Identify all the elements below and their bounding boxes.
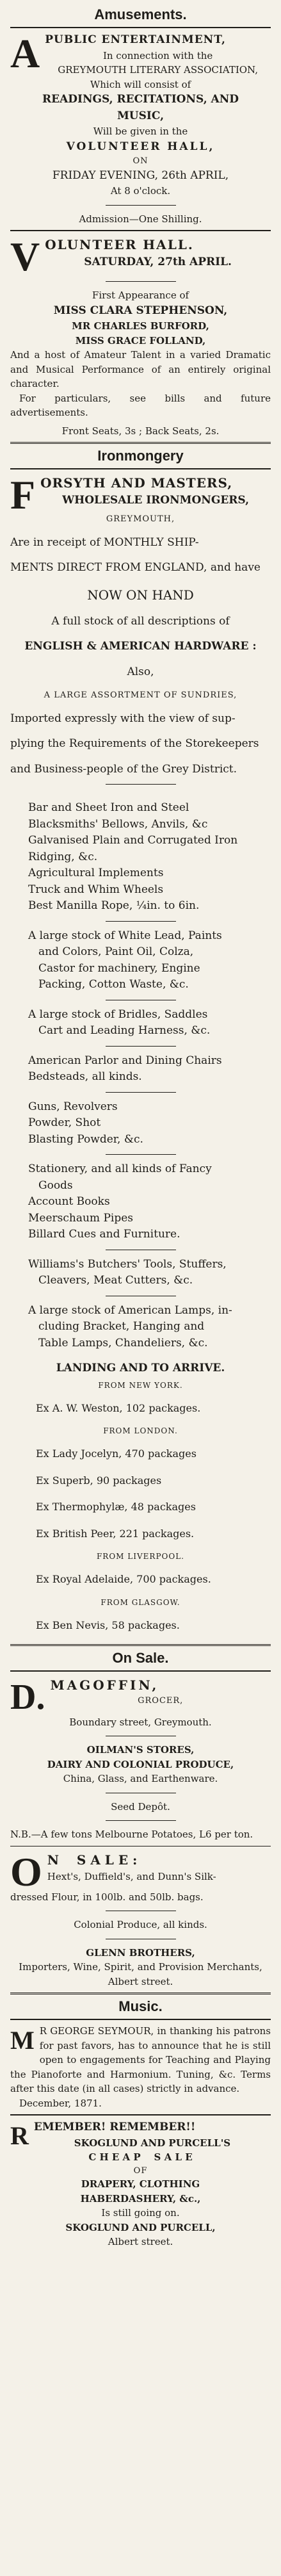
divider <box>10 27 271 28</box>
ad-skoglund-purcell <box>10 2119 271 2249</box>
list-item: and Colors, Paint Oil, Colza, <box>38 945 194 958</box>
ad-title: MAGOFFIN, <box>50 1677 159 1693</box>
section-header-ironmongery: Ironmongery <box>97 448 184 464</box>
ad-line: Seed Depôt. <box>111 1800 170 1813</box>
ad-line: MISS CLARA STEPHENSON, <box>53 304 228 317</box>
ad-title: N S A L E : <box>47 1852 138 1868</box>
list-item: Billard Cues and Furniture. <box>28 1228 181 1241</box>
list-item: A large stock of White Lead, Paints <box>28 929 222 942</box>
drop-cap: R <box>10 2121 29 2151</box>
ad-line: Boundary street, Greymouth. <box>69 1716 212 1728</box>
ad-line: VOLUNTEER HALL, <box>66 140 215 153</box>
ad-line: plying the Requirements of the Storekeepers <box>10 737 259 750</box>
ad-title: EMEMBER! REMEMBER!! <box>33 2121 196 2134</box>
ad-line: A full stock of all descriptions of <box>51 614 230 628</box>
ad-prices: Front Seats, 3s ; Back Seats, 2s. <box>61 425 220 437</box>
ad-line: Colonial Produce, all kinds. <box>74 1919 207 1931</box>
origin-label: FROM NEW YORK. <box>98 1380 183 1390</box>
section-header-amusements: Amusements. <box>94 6 187 22</box>
divider <box>106 1154 176 1155</box>
ad-line: Hext's, Duffield's, and Dunn's Silk- <box>47 1870 216 1882</box>
ad-line: SKOGLUND AND PURCELL'S <box>74 2137 231 2149</box>
ad-line: China, Glass, and Earthenware. <box>63 1773 218 1785</box>
list-item: Guns, Revolvers <box>28 1100 118 1113</box>
section-header-on-sale: On Sale. <box>112 1649 169 1666</box>
ad-line: DAIRY AND COLONIAL PRODUCE, <box>47 1758 234 1770</box>
ad-volunteer-hall <box>10 235 271 438</box>
list-item: Blacksmiths' Bellows, Anvils, &c <box>28 817 208 831</box>
ad-line: Will be given in the <box>93 126 188 137</box>
list-item: Blasting Powder, &c. <box>28 1132 143 1146</box>
ad-line: DRAPERY, CLOTHING <box>81 2178 200 2190</box>
stock-list <box>10 800 271 915</box>
ad-line: OILMAN'S STORES, <box>86 1744 195 1756</box>
list-item: A large stock of Bridles, Saddles <box>28 1007 208 1021</box>
list-item: Bedsteads, all kinds. <box>28 1070 142 1083</box>
list-item: Account Books <box>28 1195 110 1208</box>
ad-line: MUSIC, <box>116 109 165 122</box>
divider <box>10 1993 271 1994</box>
ad-line: C H E A P S A L E <box>88 2151 193 2164</box>
divider <box>106 921 176 922</box>
divider <box>10 1670 271 1672</box>
drop-cap: V <box>10 234 40 279</box>
ad-line: Is still going on. <box>101 2207 180 2219</box>
ad-line: GROCER, <box>138 1695 184 1706</box>
ad-line: At 8 o'clock. <box>110 185 171 197</box>
shipment: Ex A. W. Weston, 102 packages. <box>36 1401 201 1414</box>
divider <box>106 784 176 785</box>
shipment: Ex Thermophylæ, 48 packages <box>36 1501 196 1513</box>
ad-line: A LARGE ASSORTMENT OF SUNDRIES, <box>44 690 237 700</box>
ad-line: SATURDAY, 27th APRIL. <box>84 256 232 268</box>
shipment: Ex Lady Jocelyn, 470 packages <box>36 1447 197 1460</box>
list-item: Packing, Cotton Waste, &c. <box>38 978 189 991</box>
list-item: Bar and Sheet Iron and Steel <box>28 801 189 814</box>
divider <box>10 2019 271 2020</box>
ad-line: NOW ON HAND <box>87 587 194 603</box>
drop-cap: F <box>10 472 36 518</box>
ad-line: GLENN BROTHERS, <box>86 1946 195 1959</box>
origin-label: FROM LIVERPOOL. <box>96 1552 184 1561</box>
list-item: Goods <box>38 1178 73 1192</box>
ad-line: Also, <box>127 665 154 678</box>
ad-line: Imported expressly with the view of sup- <box>10 712 236 725</box>
drop-cap: D. <box>10 1677 45 1717</box>
shipment: Ex Superb, 90 packages <box>36 1474 162 1487</box>
list-item: Meerschaum Pipes <box>28 1211 133 1225</box>
divider <box>10 230 271 231</box>
divider <box>106 1820 176 1821</box>
list-item: Cleavers, Meat Cutters, &c. <box>38 1274 193 1287</box>
ad-line: OF <box>133 2165 148 2176</box>
origin-label: FROM LONDON. <box>103 1426 178 1436</box>
ad-line: ON <box>132 156 149 166</box>
list-item: Truck and Whim Wheels <box>28 883 164 896</box>
ad-title: PUBLIC ENTERTAINMENT, <box>45 33 226 46</box>
list-item: cluding Bracket, Hanging and <box>38 1320 205 1333</box>
ad-line: MISS GRACE FOLLAND, <box>75 334 206 346</box>
divider <box>10 1644 271 1646</box>
divider <box>106 205 176 206</box>
ad-line: In connection with the <box>102 49 213 61</box>
origin-label: FROM GLASGOW. <box>100 1598 181 1608</box>
ad-public-entertainment <box>10 32 271 226</box>
list-item: Galvanised Plain and Corrugated Iron <box>28 834 238 847</box>
ad-line: Which will consist of <box>90 78 191 90</box>
list-item: Table Lamps, Chandeliers, &c. <box>38 1336 208 1349</box>
drop-cap: M <box>10 2026 35 2055</box>
ad-line: MR CHARLES BURFORD, <box>72 320 209 332</box>
ad-paragraph: For particulars, see bills and future advertisements. <box>10 392 271 418</box>
ad-line: READINGS, RECITATIONS, AND <box>42 93 239 106</box>
shipment: Ex British Peer, 221 packages. <box>36 1527 195 1540</box>
ad-line: Albert street. <box>108 2236 173 2248</box>
ad-line: dressed Flour, in 100lb. and 50lb. bags. <box>10 1891 204 1903</box>
list-item: Agricultural Implements <box>28 867 164 879</box>
ad-paragraph: And a host of Amateur Talent in a varied Dramatic and Musical Performance of an entirely original character. <box>10 349 271 389</box>
divider <box>106 281 176 282</box>
ad-line: and Business-people of the Grey District. <box>10 762 237 776</box>
drop-cap: A <box>10 31 40 76</box>
divider <box>106 1046 176 1047</box>
ad-title: OLUNTEER HALL. <box>45 237 194 252</box>
divider <box>10 468 271 469</box>
ad-george-seymour <box>10 2024 271 2110</box>
ad-line: Admission—One Shilling. <box>79 213 202 225</box>
ad-line: SKOGLUND AND PURCELL, <box>65 2221 216 2233</box>
ad-line: WHOLESALE IRONMONGERS, <box>62 494 250 507</box>
list-item: Powder, Shot <box>28 1116 101 1129</box>
ad-line: Importers, Wine, Spirit, and Provision Merchants, Albert street. <box>19 1961 262 1987</box>
list-item: Williams's Butchers' Tools, Stuffers, <box>28 1257 227 1271</box>
ad-on-sale-flour <box>10 1850 271 1989</box>
ad-magoffin <box>10 1675 271 1842</box>
ad-line: Are in receipt of MONTHLY SHIP- <box>10 535 199 549</box>
section-header-music: Music. <box>118 1998 163 2015</box>
ad-paragraph: R GEORGE SEYMOUR, in thanking his patrons for past favors, has to announce that he is still open to engagements for Teaching and Playing the Pianoforte and Harmonium. Tuning, &c. Terms after this date (in all cases) strictly in advance. <box>10 2025 271 2095</box>
ad-line: GREYMOUTH LITERARY ASSOCIATION, <box>58 64 258 76</box>
list-item: Castor for machinery, Engine <box>38 961 200 975</box>
list-item: A large stock of American Lamps, in- <box>28 1303 232 1317</box>
ad-line: FRIDAY EVENING, 26th APRIL, <box>52 168 229 182</box>
ad-title: ORSYTH AND MASTERS, <box>40 475 233 491</box>
list-item: Cart and Leading Harness, &c. <box>38 1024 211 1037</box>
ad-line: HABERDASHERY, &c., <box>80 2192 201 2205</box>
ad-line: First Appearance of <box>92 289 189 301</box>
ad-line: ENGLISH & AMERICAN HARDWARE : <box>24 640 257 653</box>
divider <box>106 1092 176 1093</box>
shipment: Ex Royal Adelaide, 700 packages. <box>36 1573 211 1586</box>
shipment: Ex Ben Nevis, 58 packages. <box>36 1619 180 1632</box>
divider <box>10 2114 271 2115</box>
list-item: Best Manilla Rope, ¼in. to 6in. <box>28 899 200 912</box>
ad-line: GREYMOUTH, <box>106 514 175 524</box>
ad-forsyth-masters <box>10 473 271 1634</box>
ad-line: N.B.—A few tons Melbourne Potatoes, L6 per ton. <box>10 1829 253 1841</box>
list-item: Stationery, and all kinds of Fancy <box>28 1162 212 1175</box>
list-item: American Parlor and Dining Chairs <box>28 1054 222 1067</box>
divider <box>10 442 271 444</box>
list-item: Ridging, &c. <box>28 850 98 863</box>
ad-line: MENTS DIRECT FROM ENGLAND, and have <box>10 561 261 574</box>
ad-line: December, 1871. <box>19 2097 102 2109</box>
ad-line: LANDING AND TO ARRIVE. <box>56 1362 225 1374</box>
drop-cap: O <box>10 1848 42 1895</box>
